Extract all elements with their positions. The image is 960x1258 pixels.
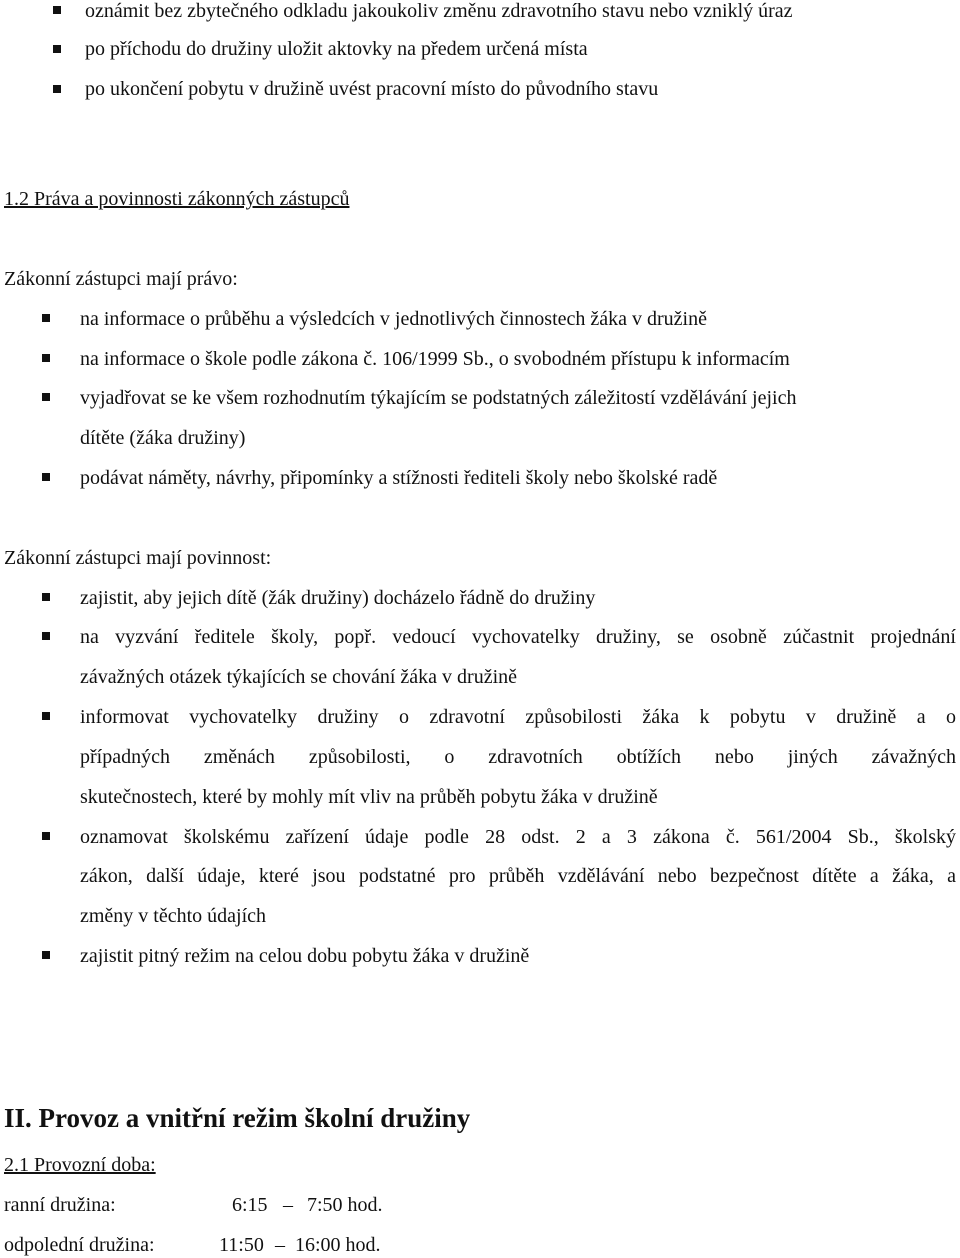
list-item: po příchodu do družiny uložit aktovky na předem určená místa xyxy=(85,38,588,60)
list-item-continuation: závažných otázek týkajících se chování žáka v družině xyxy=(80,666,518,688)
bullet-icon xyxy=(42,832,50,840)
schedule-dash: – xyxy=(283,1194,293,1216)
bullet-icon xyxy=(42,632,50,640)
chapter-heading: II. Provoz a vnitřní režim školní družiny xyxy=(4,1103,471,1133)
subsection-heading: 2.1 Provozní doba: xyxy=(4,1154,156,1176)
bullet-icon xyxy=(42,473,50,481)
schedule-dash: – xyxy=(275,1234,285,1256)
bullet-icon xyxy=(53,6,61,14)
list-item: na informace o škole podle zákona č. 106/1999 Sb., o svobodném přístupu k informacím xyxy=(80,348,790,370)
schedule-from: 6:15 xyxy=(232,1194,268,1216)
list-item: zajistit, aby jejich dítě (žák družiny) docházelo řádně do družiny xyxy=(80,587,596,609)
bullet-icon xyxy=(42,314,50,322)
rights-intro: Zákonní zástupci mají právo: xyxy=(4,268,238,290)
list-item: oznamovat školskému zařízení údaje podle 28 odst. 2 a 3 zákona č. 561/2004 Sb., školský xyxy=(80,826,956,848)
list-item: vyjadřovat se ke všem rozhodnutím týkajícím se podstatných záležitostí vzdělávání jejich xyxy=(80,387,797,409)
section-heading: 1.2 Práva a povinnosti zákonných zástupců xyxy=(4,188,350,210)
schedule-label: ranní družina: xyxy=(4,1194,116,1216)
list-item: na informace o průběhu a výsledcích v jednotlivých činnostech žáka v družině xyxy=(80,308,707,330)
list-item-continuation: dítěte (žáka družiny) xyxy=(80,427,246,449)
list-item-continuation: případných změnách způsobilosti, o zdravotních obtížích nebo jiných závažných xyxy=(80,746,956,768)
duties-intro: Zákonní zástupci mají povinnost: xyxy=(4,547,272,569)
bullet-icon xyxy=(53,85,61,93)
schedule-to: 7:50 hod. xyxy=(307,1194,383,1216)
list-item-continuation: skutečnostech, které by mohly mít vliv na průběh pobytu žáka v družině xyxy=(80,786,658,808)
list-item-continuation: zákon, další údaje, které jsou podstatné pro průběh vzdělávání nebo bezpečnost dítěte a žáka, a xyxy=(80,865,956,887)
list-item: podávat náměty, návrhy, připomínky a stížnosti řediteli školy nebo školské radě xyxy=(80,467,718,489)
bullet-icon xyxy=(42,393,50,401)
bullet-icon xyxy=(42,712,50,720)
list-item: po ukončení pobytu v družině uvést pracovní místo do původního stavu xyxy=(85,78,659,100)
bullet-icon xyxy=(53,45,61,53)
bullet-icon xyxy=(42,354,50,362)
list-item: zajistit pitný režim na celou dobu pobytu žáka v družině xyxy=(80,945,530,967)
schedule-to: 16:00 hod. xyxy=(295,1234,381,1256)
schedule-label: odpolední družina: xyxy=(4,1234,155,1256)
schedule-from: 11:50 xyxy=(219,1234,264,1256)
bullet-icon xyxy=(42,593,50,601)
list-item: informovat vychovatelky družiny o zdravotní způsobilosti žáka k pobytu v družině a o xyxy=(80,706,956,728)
list-item: oznámit bez zbytečného odkladu jakoukoliv změnu zdravotního stavu nebo vzniklý úraz xyxy=(85,0,793,22)
bullet-icon xyxy=(42,951,50,959)
list-item-continuation: změny v těchto údajích xyxy=(80,905,267,927)
list-item: na vyzvání ředitele školy, popř. vedoucí vychovatelky družiny, se osobně zúčastnit projednání xyxy=(80,626,956,648)
